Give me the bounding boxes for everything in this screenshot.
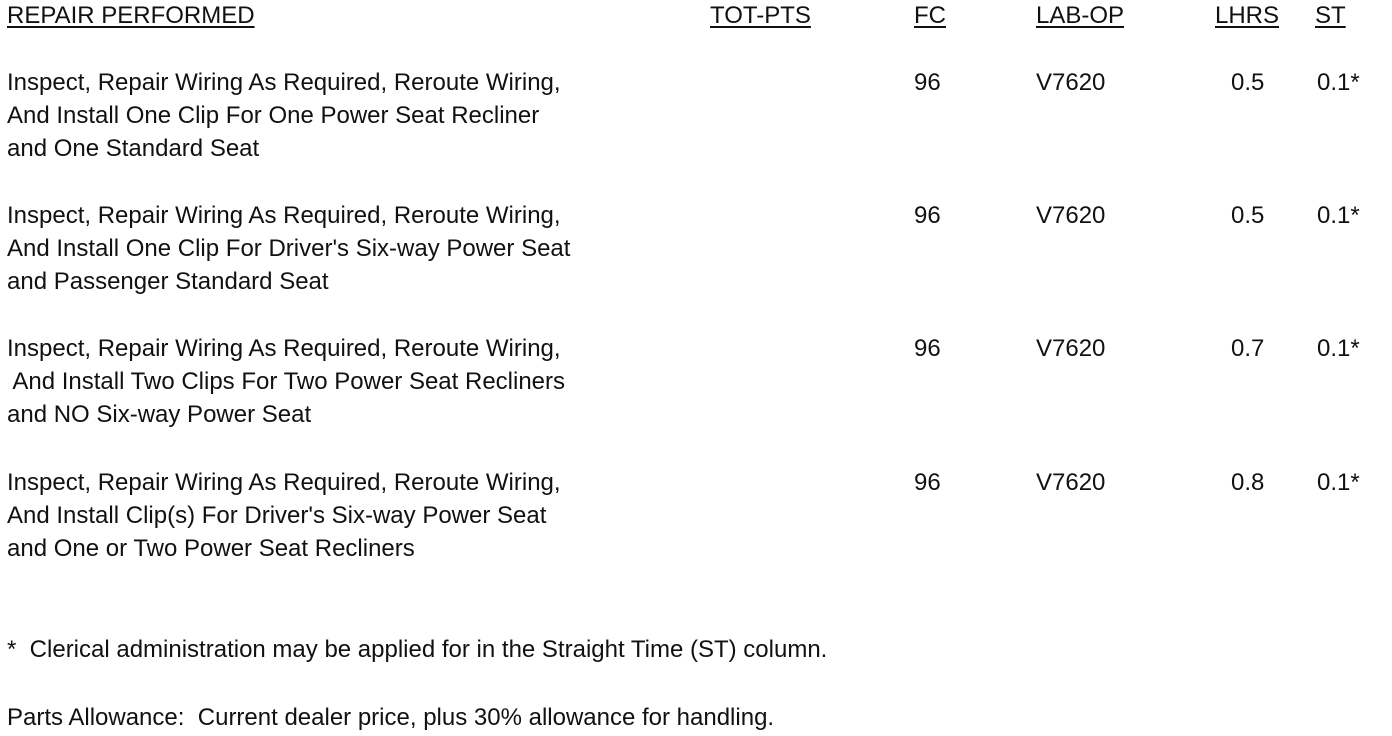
lab-op-value: V7620 xyxy=(1036,335,1106,362)
lab-op-value: V7620 xyxy=(1036,202,1106,229)
description-line: And Install Clip(s) For Driver's Six-way Power Seat xyxy=(7,502,547,529)
header-lab-op: LAB-OP xyxy=(1036,2,1125,29)
description-line: and NO Six-way Power Seat xyxy=(7,401,312,428)
fc-value: 96 xyxy=(914,69,941,96)
description-line: Inspect, Repair Wiring As Required, Reroute Wiring, xyxy=(7,202,561,229)
description-line: And Install Two Clips For Two Power Seat Recliners xyxy=(7,368,566,395)
header-repair-performed: REPAIR PERFORMED xyxy=(7,2,255,29)
st-value: 0.1* xyxy=(1317,69,1360,96)
description-line: and One Standard Seat xyxy=(7,135,260,162)
header-st: ST xyxy=(1315,2,1346,29)
lhrs-value: 0.8 xyxy=(1231,469,1265,496)
description-line: And Install One Clip For One Power Seat Recliner xyxy=(7,102,540,129)
lab-op-value: V7620 xyxy=(1036,69,1106,96)
parts-allowance: Parts Allowance: Current dealer price, plus 30% allowance for handling. xyxy=(7,704,775,731)
fc-value: 96 xyxy=(914,335,941,362)
lhrs-value: 0.5 xyxy=(1231,202,1265,229)
fc-value: 96 xyxy=(914,469,941,496)
description-line: And Install One Clip For Driver's Six-way Power Seat xyxy=(7,235,571,262)
footnote: * Clerical administration may be applied for in the Straight Time (ST) column. xyxy=(7,636,828,663)
repair-description xyxy=(7,199,570,298)
description-line: Inspect, Repair Wiring As Required, Reroute Wiring, xyxy=(7,335,561,362)
repair-description xyxy=(7,66,561,165)
lhrs-value: 0.5 xyxy=(1231,69,1265,96)
description-line: Inspect, Repair Wiring As Required, Reroute Wiring, xyxy=(7,469,561,496)
header-lhrs: LHRS xyxy=(1215,2,1280,29)
description-line: and One or Two Power Seat Recliners xyxy=(7,535,415,562)
st-value: 0.1* xyxy=(1317,335,1360,362)
repair-description xyxy=(7,466,561,565)
header-fc: FC xyxy=(914,2,946,29)
fc-value: 96 xyxy=(914,202,941,229)
header-tot-pts: TOT-PTS xyxy=(710,2,811,29)
repair-description xyxy=(7,332,565,431)
lab-op-value: V7620 xyxy=(1036,469,1106,496)
st-value: 0.1* xyxy=(1317,202,1360,229)
description-line: Inspect, Repair Wiring As Required, Reroute Wiring, xyxy=(7,69,561,96)
st-value: 0.1* xyxy=(1317,469,1360,496)
description-line: and Passenger Standard Seat xyxy=(7,268,329,295)
lhrs-value: 0.7 xyxy=(1231,335,1265,362)
